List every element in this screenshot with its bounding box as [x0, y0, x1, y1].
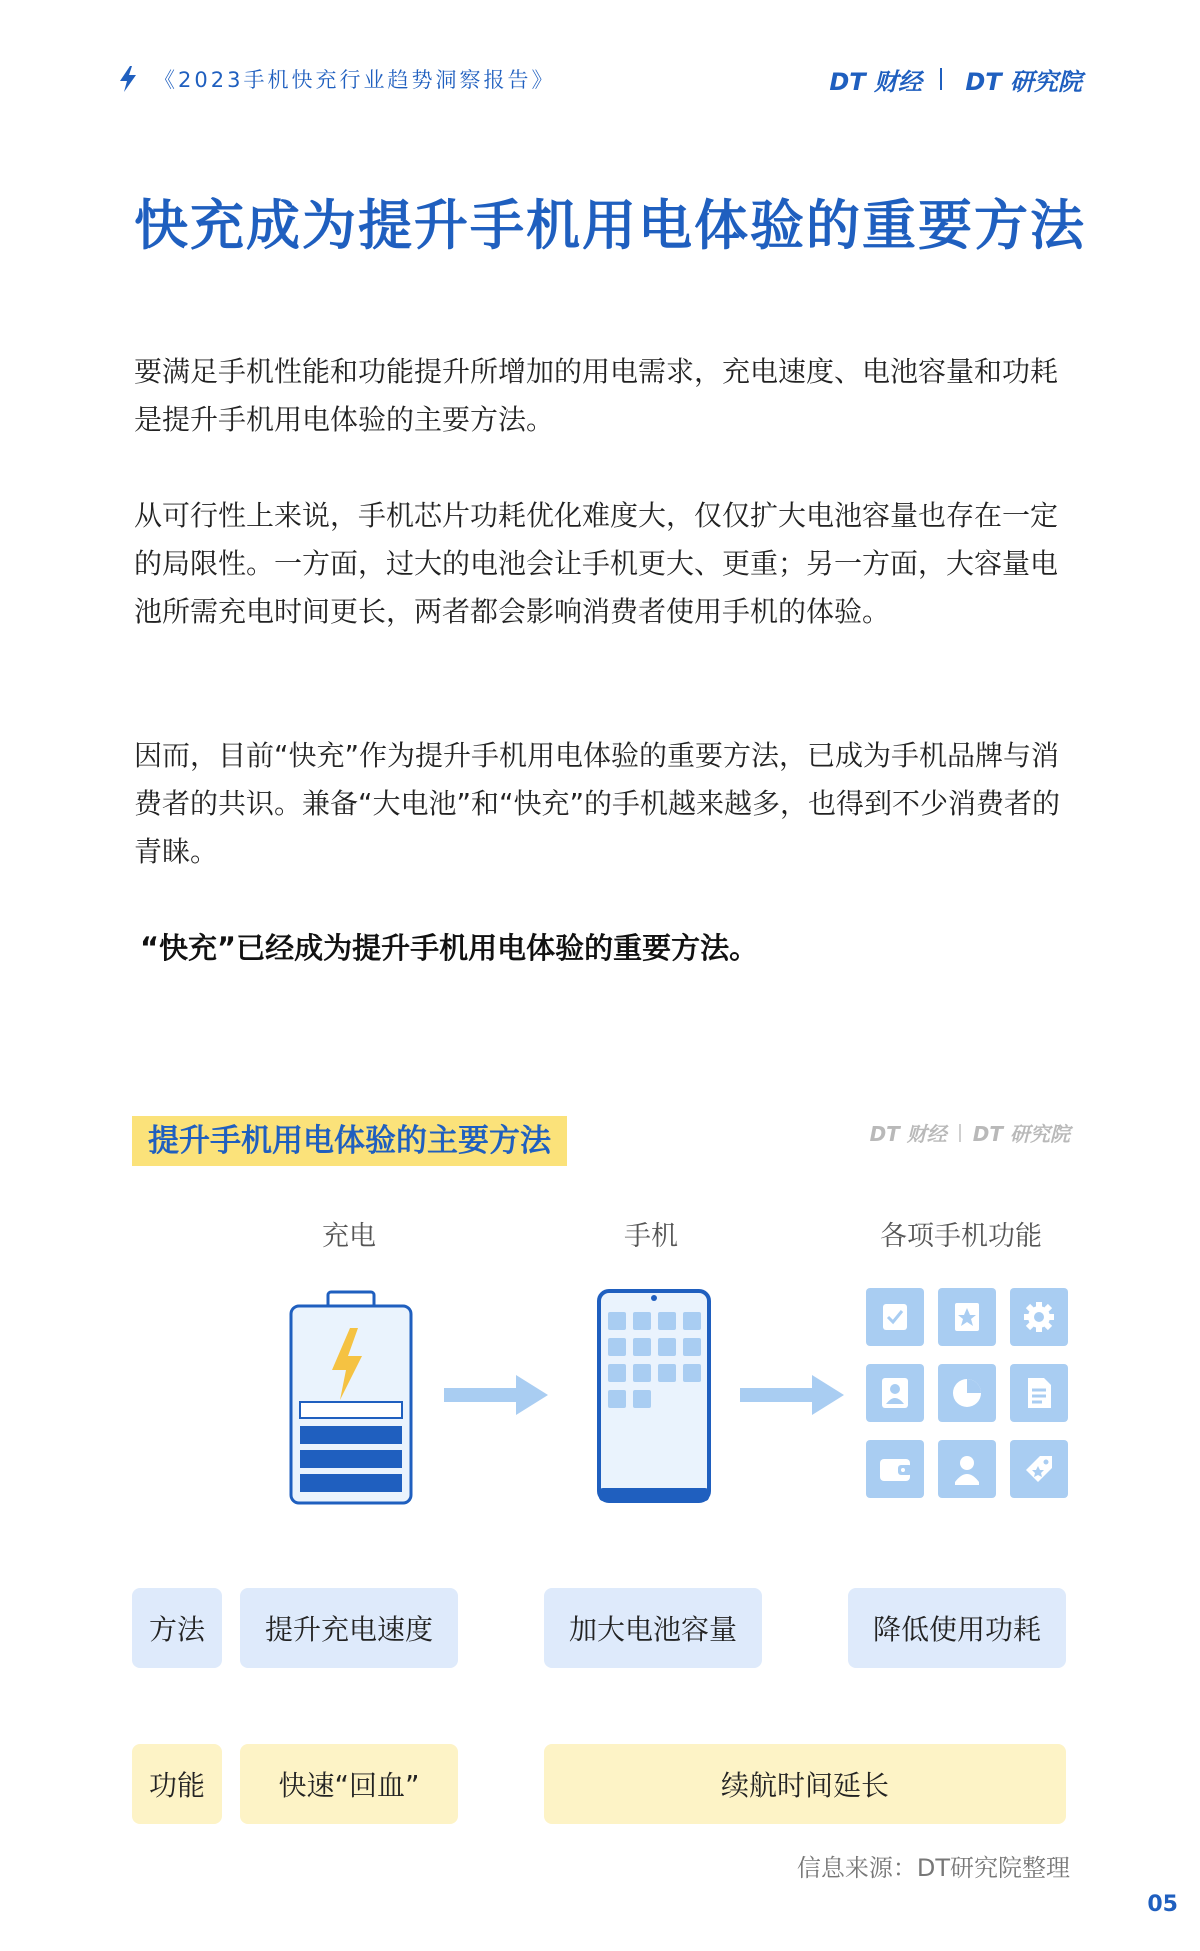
- col-label-functions: 各项手机功能: [880, 1221, 1042, 1252]
- report-title: 《2023手机快充行业趋势洞察报告》: [154, 68, 556, 92]
- method-larger-battery: 加大电池容量: [544, 1588, 762, 1668]
- check-icon: [866, 1288, 924, 1346]
- pie-chart-icon: [938, 1364, 996, 1422]
- figure-logos: [870, 1118, 1070, 1144]
- function-row-label: 功能: [132, 1744, 222, 1824]
- figure-logo-research: DT 研究院: [972, 1122, 1070, 1146]
- arrow-right-icon: [444, 1375, 548, 1415]
- tag-icon: [1010, 1440, 1068, 1498]
- page-title: 快充成为提升手机用电体验的重要方法: [134, 194, 1086, 257]
- paragraph-2: 从可行性上来说，手机芯片功耗优化难度大，仅仅扩大电池容量也存在一定的局限性。一方面，过大的电池会让手机更大、更重；另一方面，大容量电池所需充电时间更长，两者都会影响消费者使用手机的体验。: [134, 499, 1059, 628]
- method-lower-power: 降低使用功耗: [848, 1588, 1066, 1668]
- method-fast-charging: 提升充电速度: [240, 1588, 458, 1668]
- source-note: 信息来源：DT研究院整理: [796, 1854, 1070, 1882]
- function-quick-recharge: 快速“回血”: [240, 1744, 458, 1824]
- paragraph-3: 因而，目前“快充”作为提升手机用电体验的重要方法，已成为手机品牌与消费者的共识。兼备“大电池”和“快充”的手机越来越多，也得到不少消费者的青睐。: [134, 739, 1061, 868]
- function-longer-battery-life: 续航时间延长: [544, 1744, 1066, 1824]
- method-row-label: 方法: [132, 1588, 222, 1668]
- col-label-phone: 手机: [624, 1221, 678, 1252]
- logo-divider: [940, 68, 942, 90]
- gear-icon: [1010, 1288, 1068, 1346]
- smartphone-icon: [596, 1288, 712, 1504]
- phone-functions-grid: [866, 1288, 1068, 1500]
- document-icon: [1010, 1364, 1068, 1422]
- contact-icon: [866, 1364, 924, 1422]
- wallet-icon: [866, 1440, 924, 1498]
- user-icon: [938, 1440, 996, 1498]
- dt-caijing-logo: DT 财经: [829, 68, 922, 96]
- emphasis-line: “快充”已经成为提升手机用电体验的重要方法。: [140, 931, 759, 965]
- battery-charging-icon: [288, 1290, 414, 1506]
- figure-title: 提升手机用电体验的主要方法: [132, 1116, 567, 1166]
- page-header: [118, 58, 1082, 98]
- col-label-charging: 充电: [322, 1221, 376, 1252]
- lightning-bolt-icon: [118, 66, 138, 92]
- figure-logo-caijing: DT 财经: [869, 1122, 947, 1146]
- paragraph-1: 要满足手机性能和功能提升所增加的用电需求，充电速度、电池容量和功耗是提升手机用电体验的主要方法。: [134, 355, 1059, 436]
- page-number: 05: [1147, 1892, 1178, 1917]
- arrow-right-icon: [740, 1375, 844, 1415]
- dt-research-logo: DT 研究院: [965, 68, 1082, 96]
- figure-logo-divider: [959, 1124, 961, 1142]
- star-icon: [938, 1288, 996, 1346]
